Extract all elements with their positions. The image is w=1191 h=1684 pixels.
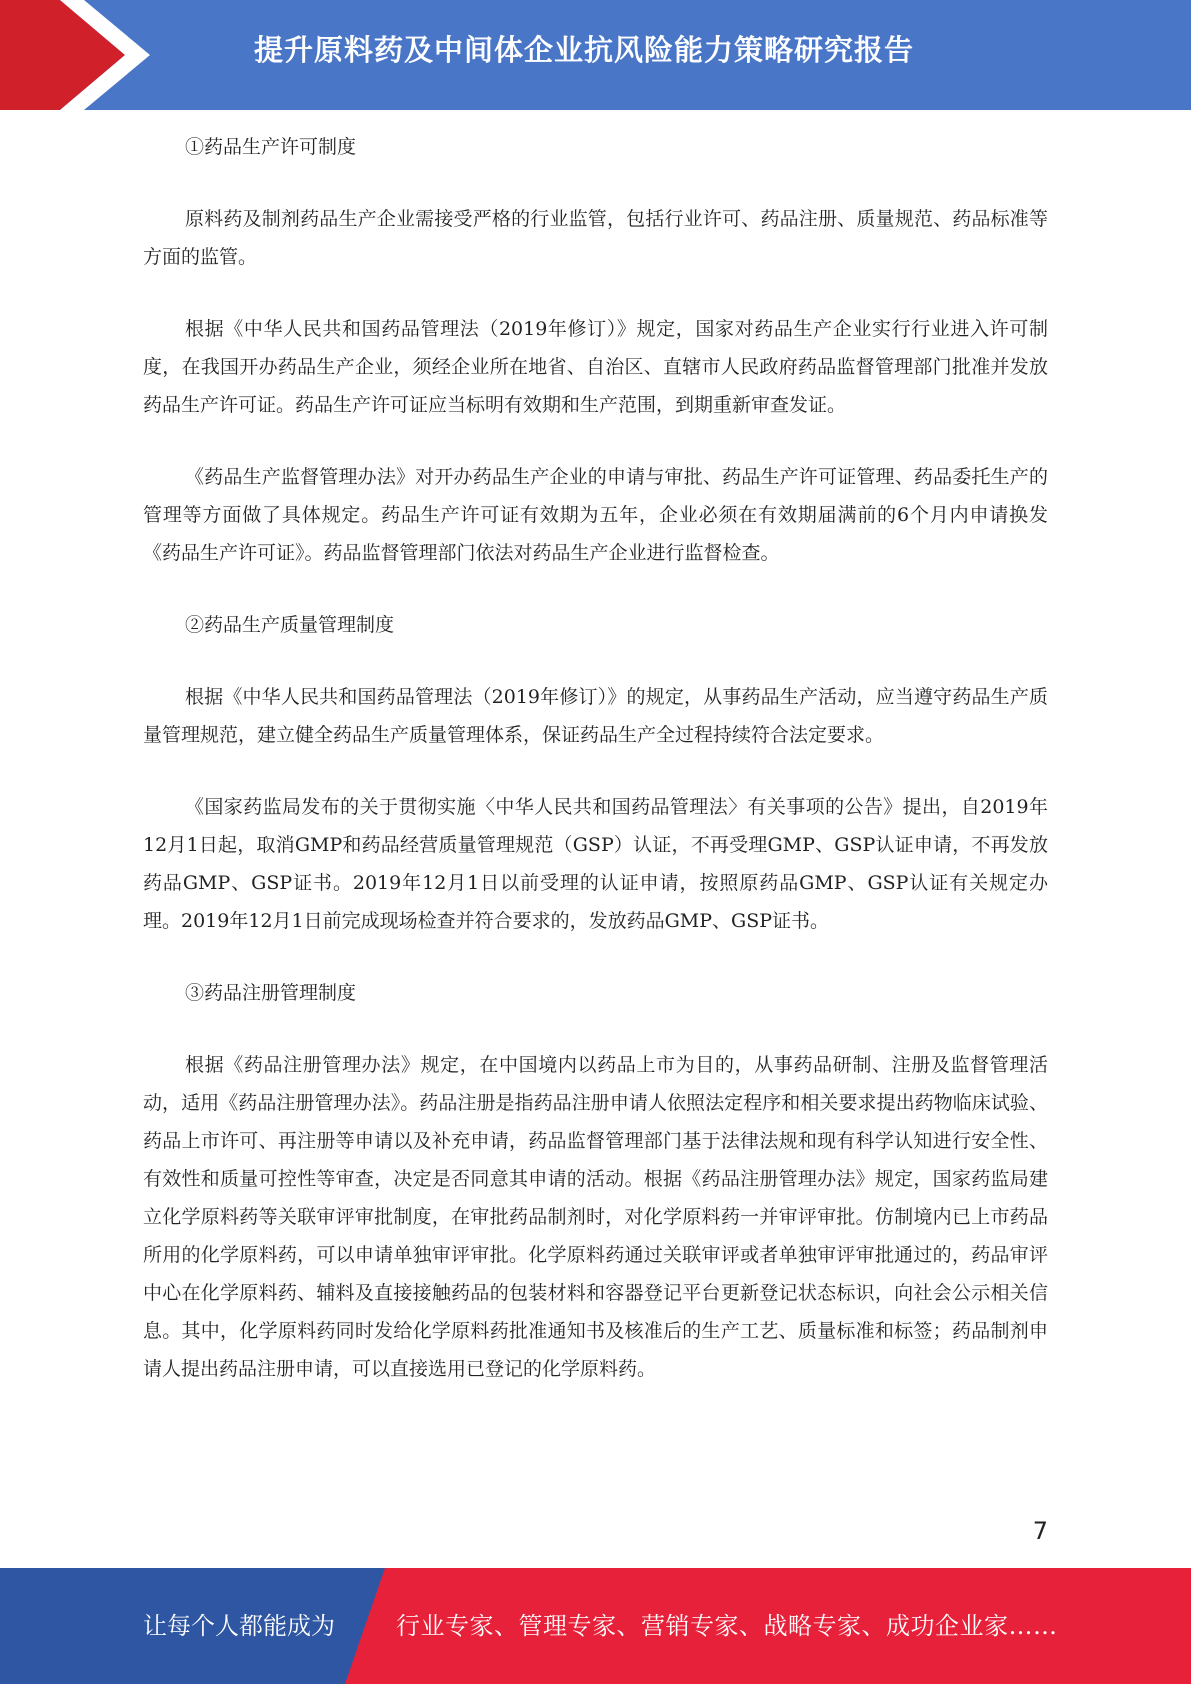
footer-slogan-right: 行业专家、管理专家、营销专家、战略专家、成功企业家…… [396, 1612, 1058, 1640]
section-heading-production-license: ①药品生产许可制度 [185, 136, 357, 158]
paragraph: 原料药及制剂药品生产企业需接受严格的行业监管，包括行业许可、药品注册、质量规范、药品标准等方面的监管。 [143, 208, 1048, 268]
paragraph: 《药品生产监督管理办法》对开办药品生产企业的申请与审批、药品生产许可证管理、药品委托生产的管理等方面做了具体规定。药品生产许可证有效期为五年，企业必须在有效期届满前的6个月内申请换发《药品生产许可证》。药品监督管理部门依法对药品生产企业进行监督检查。 [143, 466, 1048, 564]
document-title: 提升原料药及中间体企业抗风险能力策略研究报告 [254, 33, 915, 67]
paragraph: 根据《药品注册管理办法》规定，在中国境内以药品上市为目的，从事药品研制、注册及监督管理活动，适用《药品注册管理办法》。药品注册是指药品注册申请人依照法定程序和相关要求提出药物临床试验、药品上市许可、再注册等申请以及补充申请，药品监督管理部门基于法律法规和现有科学认知进行安全性、有效性和质量可控性等审查，决定是否同意其申请的活动。根据《药品注册管理办法》规定，国家药监局建立化学原料药等关联审评审批制度，在审批药品制剂时，对化学原料药一并审评审批。仿制境内已上市药品所用的化学原料药，可以申请单独审评审批。化学原料药通过关联审评或者单独审评审批通过的，药品审评中心在化学原料药、辅料及直接接触药品的包装材料和容器登记平台更新登记状态标识，向社会公示相关信息。其中，化学原料药同时发给化学原料药批准通知书及核准后的生产工艺、质量标准和标签；药品制剂申请人提出药品注册申请，可以直接选用已登记的化学原料药。 [143, 1054, 1048, 1380]
footer-slogan-left: 让每个人都能成为 [143, 1612, 335, 1640]
section-heading-quality-management: ②药品生产质量管理制度 [185, 614, 395, 636]
header-banner [0, 0, 1191, 110]
paragraph: 根据《中华人民共和国药品管理法（2019年修订）》的规定，从事药品生产活动，应当遵守药品生产质量管理规范，建立健全药品生产质量管理体系，保证药品生产全过程持续符合法定要求。 [143, 686, 1048, 746]
document-body [143, 128, 1048, 1422]
footer-banner [0, 1568, 1191, 1684]
section-heading-registration-management: ③药品注册管理制度 [185, 982, 357, 1004]
page-number: 7 [1032, 1517, 1048, 1545]
paragraph: 根据《中华人民共和国药品管理法（2019年修订）》规定，国家对药品生产企业实行行业进入许可制度，在我国开办药品生产企业，须经企业所在地省、自治区、直辖市人民政府药品监督管理部门批准并发放药品生产许可证。药品生产许可证应当标明有效期和生产范围，到期重新审查发证。 [143, 318, 1048, 416]
paragraph: 《国家药监局发布的关于贯彻实施〈中华人民共和国药品管理法〉有关事项的公告》提出，自2019年12月1日起，取消GMP和药品经营质量管理规范（GSP）认证，不再受理GMP、GSP认证申请，不再发放药品GMP、GSP证书。2019年12月1日以前受理的认证申请，按照原药品GMP、GSP认证有关规定办理。2019年12月1日前完成现场检查并符合要求的，发放药品GMP、GSP证书。 [143, 796, 1048, 932]
